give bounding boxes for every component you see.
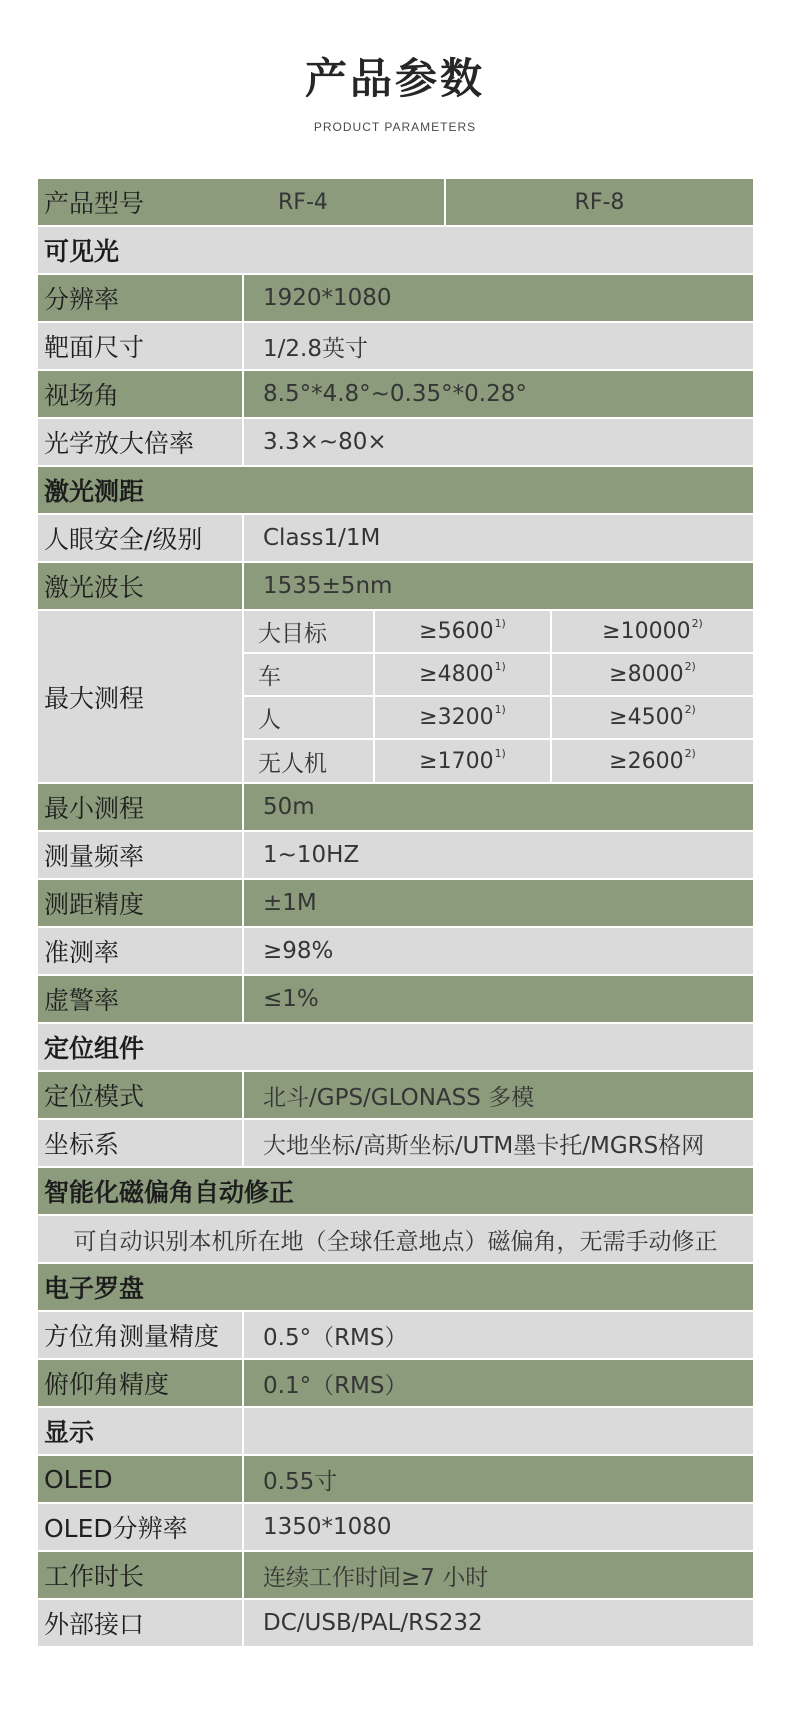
- spec-row-working-time: [38, 1552, 753, 1600]
- rf8-footnote-marker: 2): [684, 746, 696, 760]
- spec-table: [38, 179, 753, 1648]
- spec-value: 3.3×~80×: [263, 429, 387, 455]
- spec-value: 8.5°*4.8°~0.35°*0.28°: [263, 381, 527, 407]
- spec-row-resolution: [38, 275, 753, 323]
- spec-label: 虚警率: [38, 976, 244, 1022]
- spec-row-eye-safety: [38, 515, 753, 563]
- rf4-range-value: ≥4800: [419, 662, 494, 687]
- spec-value: ±1M: [263, 890, 317, 916]
- rf4-range-cell: [375, 697, 552, 738]
- spec-row-measure-frequency: [38, 832, 753, 880]
- spec-row-coordinate-system: [38, 1120, 753, 1168]
- spec-row-pitch-accuracy: [38, 1360, 753, 1408]
- spec-label: 视场角: [38, 371, 244, 417]
- spec-row-false-alarm-rate: [38, 976, 753, 1024]
- spec-value: DC/USB/PAL/RS232: [263, 1610, 483, 1636]
- spec-row-field-of-view: [38, 371, 753, 419]
- spec-row-external-interface: [38, 1600, 753, 1648]
- rf8-range-cell: [552, 654, 753, 695]
- spec-value: 北斗/GPS/GLONASS 多模: [263, 1084, 535, 1111]
- section-compass: [38, 1264, 753, 1312]
- page-title: 产品参数: [304, 54, 485, 103]
- spec-label: 靶面尺寸: [38, 323, 244, 369]
- rf8-range-cell: [552, 611, 753, 652]
- max-range-row: [244, 740, 753, 782]
- spec-value: 大地坐标/高斯坐标/UTM墨卡托/MGRS格网: [263, 1132, 705, 1159]
- max-range-row: [244, 654, 753, 697]
- spec-label: 工作时长: [38, 1552, 244, 1598]
- rf4-range-cell: [375, 740, 552, 782]
- spec-label: 俯仰角精度: [38, 1360, 244, 1406]
- spec-row-oled: [38, 1456, 753, 1504]
- spec-row-accuracy-rate: [38, 928, 753, 976]
- model-row: [38, 179, 753, 227]
- spec-value: 连续工作时间≥7 小时: [263, 1564, 489, 1591]
- target-name: 人: [244, 697, 375, 738]
- section-title: 电子罗盘: [44, 1274, 145, 1303]
- max-range-grid: [244, 611, 753, 782]
- spec-value: 1350*1080: [263, 1514, 392, 1540]
- spec-label: 人眼安全/级别: [38, 515, 244, 561]
- spec-value: Class1/1M: [263, 525, 381, 551]
- section-title: 显示: [38, 1408, 244, 1454]
- spec-row-range-accuracy: [38, 880, 753, 928]
- section-magnetic-declination: [38, 1168, 753, 1216]
- spec-label: 坐标系: [38, 1120, 244, 1166]
- spec-label: 光学放大倍率: [38, 419, 244, 465]
- spec-label: 定位模式: [38, 1072, 244, 1118]
- rf4-range-cell: [375, 654, 552, 695]
- section-title: 激光测距: [44, 477, 145, 506]
- spec-row-oled-resolution: [38, 1504, 753, 1552]
- spec-value: 0.1°（RMS）: [263, 1372, 408, 1399]
- target-name: 大目标: [244, 611, 375, 652]
- spec-label: 测距精度: [38, 880, 244, 926]
- spec-label: 最小测程: [38, 784, 244, 830]
- magnetic-declination-note: 可自动识别本机所在地（全球任意地点）磁偏角，无需手动修正: [73, 1228, 718, 1255]
- spec-value: ≤1%: [263, 986, 319, 1012]
- rf8-range-cell: [552, 740, 753, 782]
- max-range-label: 最大测程: [38, 611, 244, 782]
- spec-label: 测量频率: [38, 832, 244, 878]
- spec-value: 1535±5nm: [263, 573, 393, 599]
- model-rf8: RF-8: [574, 189, 625, 215]
- rf4-footnote-marker: 1): [494, 746, 506, 760]
- page-subtitle: PRODUCT PARAMETERS: [313, 120, 477, 134]
- spec-label: 准测率: [38, 928, 244, 974]
- section-laser-ranging: [38, 467, 753, 515]
- max-range-block: [38, 611, 753, 784]
- spec-label: 外部接口: [38, 1600, 244, 1646]
- rf4-range-value: ≥1700: [419, 748, 494, 774]
- spec-row-laser-wavelength: [38, 563, 753, 611]
- section-title: 可见光: [44, 237, 120, 266]
- model-row-label: 产品型号: [44, 189, 145, 218]
- rf4-footnote-marker: 1): [494, 617, 506, 630]
- rf8-footnote-marker: 2): [691, 617, 703, 630]
- target-name: 车: [244, 654, 375, 695]
- rf8-footnote-marker: 2): [684, 703, 696, 716]
- rf4-range-value: ≥3200: [419, 705, 494, 730]
- spec-row-sensor-size: [38, 323, 753, 371]
- spec-label: 方位角测量精度: [38, 1312, 244, 1358]
- spec-value: 1/2.8英寸: [263, 335, 368, 362]
- rf4-footnote-marker: 1): [494, 703, 506, 716]
- spec-value: 0.5°（RMS）: [263, 1324, 408, 1351]
- spec-label: OLED分辨率: [38, 1504, 244, 1550]
- spec-value: 1~10HZ: [263, 842, 360, 868]
- spec-label: 分辨率: [38, 275, 244, 321]
- rf4-range-value: ≥5600: [419, 619, 494, 644]
- rf4-range-cell: [375, 611, 552, 652]
- max-range-row: [244, 611, 753, 654]
- section-positioning: [38, 1024, 753, 1072]
- spec-row-optical-zoom: [38, 419, 753, 467]
- rf8-range-value: ≥2600: [609, 748, 684, 774]
- section-display-empty-cell: [244, 1408, 753, 1454]
- spec-value: ≥98%: [263, 938, 334, 964]
- section-visible-light: [38, 227, 753, 275]
- spec-row-azimuth-accuracy: [38, 1312, 753, 1360]
- rf4-footnote-marker: 1): [494, 660, 506, 673]
- rf8-range-value: ≥8000: [609, 662, 684, 687]
- model-rf4: RF-4: [244, 179, 446, 225]
- max-range-row: [244, 697, 753, 740]
- spec-row-min-range: [38, 784, 753, 832]
- rf8-range-cell: [552, 697, 753, 738]
- section-title: 智能化磁偏角自动修正: [44, 1178, 295, 1207]
- magnetic-declination-note-row: [38, 1216, 753, 1264]
- rf8-footnote-marker: 2): [684, 660, 696, 673]
- spec-value: 0.55寸: [263, 1468, 338, 1495]
- rf8-range-value: ≥4500: [609, 705, 684, 730]
- spec-value: 1920*1080: [263, 285, 392, 311]
- spec-value: 50m: [263, 794, 315, 820]
- spec-label: 激光波长: [38, 563, 244, 609]
- spec-row-positioning-mode: [38, 1072, 753, 1120]
- section-title: 定位组件: [44, 1034, 145, 1063]
- section-display: [38, 1408, 753, 1456]
- target-name: 无人机: [244, 740, 375, 782]
- rf8-range-value: ≥10000: [602, 619, 691, 644]
- spec-label: OLED: [38, 1456, 244, 1502]
